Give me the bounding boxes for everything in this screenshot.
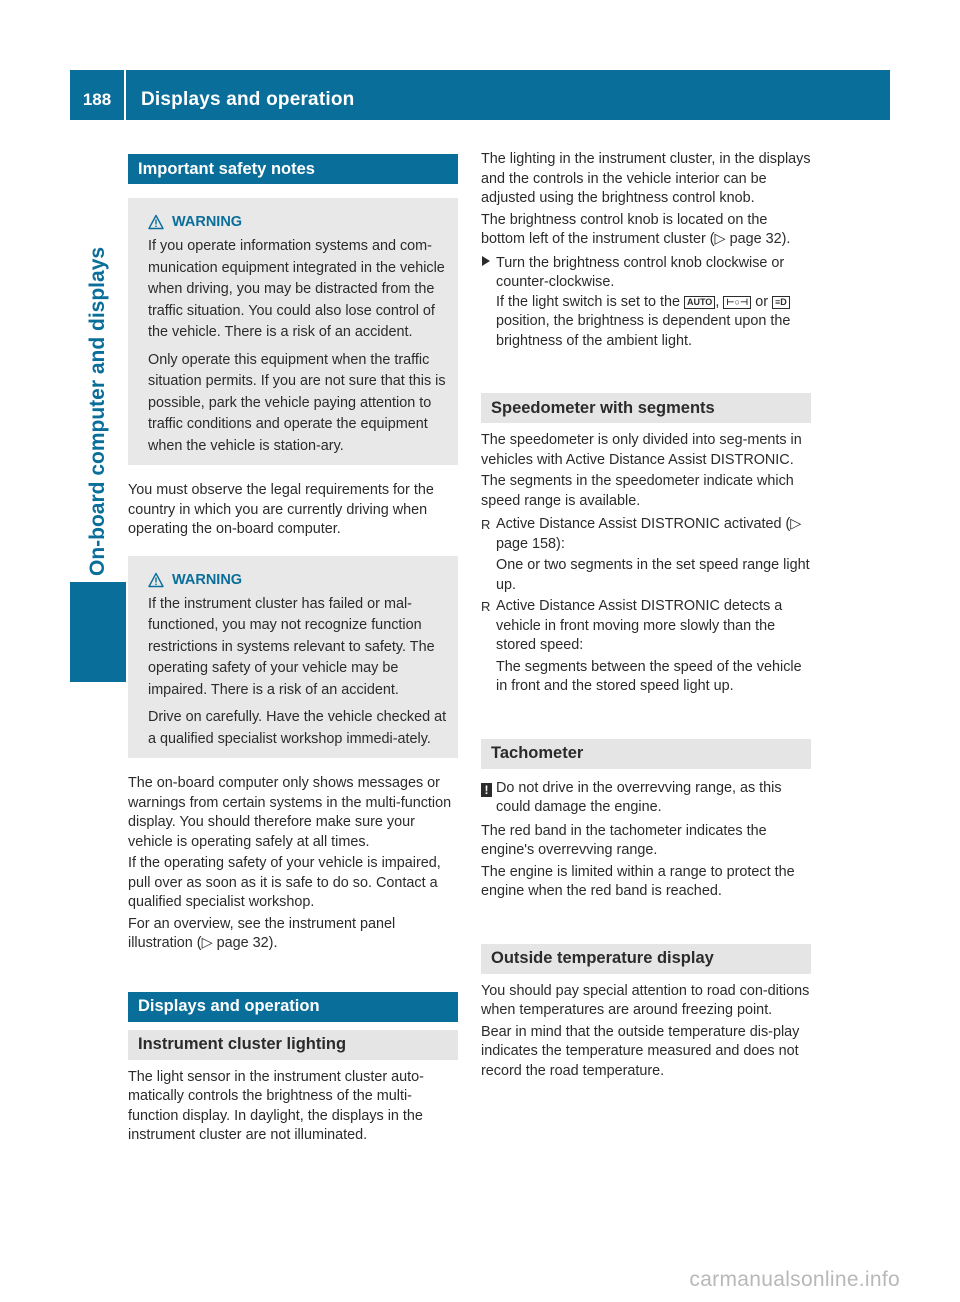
paragraph: Bear in mind that the outside temperature dis-play indicates the temperature measured and does not record the road temperature. bbox=[481, 1023, 800, 1079]
notice-icon: ! bbox=[481, 783, 492, 797]
arrow-right-icon bbox=[481, 254, 496, 352]
paragraph: If the operating safety of your vehicle is impaired, pull over as soon as it is safe to do so. Contact a qualified specialist workshop. bbox=[128, 855, 441, 910]
list-item: R Active Distance Assist DISTRONIC activated (▷ page 158): One or two segments in the set speed range light up. bbox=[481, 515, 811, 595]
warning-title: WARNING bbox=[148, 214, 448, 230]
auto-light-icon: AUTO bbox=[684, 296, 715, 309]
paragraph: The speedometer is only divided into seg-ments in vehicles with Active Distance Assist DISTRONIC. bbox=[481, 432, 802, 468]
bullet-icon: R bbox=[481, 517, 491, 532]
section-heading-safety: Important safety notes bbox=[128, 154, 458, 184]
section-heading-temperature: Outside temperature display bbox=[481, 944, 811, 974]
watermark: carmanualsonline.info bbox=[689, 1268, 900, 1291]
low-beam-icon: ≡D bbox=[772, 296, 790, 309]
paragraph: The engine is limited within a range to protect the engine when the red band is reached. bbox=[481, 863, 795, 899]
warning-text: If the instrument cluster has failed or mal-functioned, you may not recognize function restrictions in systems relevant to safety. The operating safety of your vehicle may be impaired. There is a risk of an accident. bbox=[148, 595, 435, 698]
paragraph: You should pay special attention to road con-ditions when temperatures are around freezing point. bbox=[481, 982, 810, 1018]
section-heading-speedometer: Speedometer with segments bbox=[481, 393, 811, 423]
instruction-step bbox=[481, 254, 811, 352]
warning-triangle-icon bbox=[148, 214, 164, 230]
parking-light-icon: ⊢○⊣ bbox=[723, 296, 751, 309]
list-item: R Active Distance Assist DISTRONIC detects a vehicle in front moving more slowly than the stored speed: The segments between the speed of the vehicle in front and the stored speed light up. bbox=[481, 597, 811, 697]
page-number: 188 bbox=[70, 70, 126, 120]
warning-box-1 bbox=[128, 198, 458, 465]
paragraph: You must observe the legal requirements for the country in which you are currently driving when operating the on-board computer. bbox=[128, 482, 434, 537]
step-text: Turn the brightness control knob clockwise or counter-clockwise. bbox=[496, 254, 785, 290]
left-column bbox=[128, 150, 458, 1146]
side-tab-block bbox=[70, 582, 126, 682]
notice: ! Do not drive in the overrevving range, as this could damage the engine. bbox=[481, 779, 811, 818]
warning-triangle-icon bbox=[148, 572, 164, 588]
paragraph: The on-board computer only shows messages or warnings from certain systems in the multi-function display. You should therefore make sure your vehicle is operating safely at all times. bbox=[128, 775, 452, 850]
section-heading-lighting: Instrument cluster lighting bbox=[128, 1030, 458, 1060]
paragraph: The lighting in the instrument cluster, in the displays and the controls in the vehicle interior can be adjusted using the brightness control knob. bbox=[481, 151, 811, 206]
warning-text: Drive on carefully. Have the vehicle checked at a qualified specialist workshop immedi-ately. bbox=[148, 709, 447, 747]
paragraph: The light sensor in the instrument cluster auto-matically controls the brightness of the multi-function display. In daylight, the displays in the instrument cluster are not illuminated. bbox=[128, 1068, 424, 1143]
warning-title: WARNING bbox=[148, 572, 448, 588]
warning-text: Only operate this equipment when the traffic situation permits. If you are not sure that this is possible, park the vehicle paying attention to traffic conditions and operate the equipment when the vehicle is station-ary. bbox=[148, 351, 446, 454]
section-heading-displays: Displays and operation bbox=[128, 992, 458, 1022]
paragraph: The red band in the tachometer indicates the engine's overrevving range. bbox=[481, 822, 767, 858]
step-text: If the light switch is set to the AUTO , ⊢○⊣ or ≡D position, the brightness is dependent upon the brightness of the ambient light. bbox=[496, 293, 791, 349]
warning-box-2 bbox=[128, 556, 458, 759]
bullet-icon: R bbox=[481, 599, 491, 614]
section-heading-tachometer: Tachometer bbox=[481, 739, 811, 769]
paragraph: The brightness control knob is located on the bottom left of the instrument cluster (▷ page 32). bbox=[481, 211, 791, 247]
right-column bbox=[481, 150, 811, 1081]
paragraph: For an overview, see the instrument panel illustration (▷ page 32). bbox=[128, 915, 396, 951]
side-tab-label: On-board computer and displays bbox=[86, 246, 109, 576]
page-title: Displays and operation bbox=[141, 89, 355, 110]
paragraph: The segments in the speedometer indicate which speed range is available. bbox=[481, 473, 794, 509]
warning-text: If you operate information systems and com-munication equipment integrated in the vehicle when driving, you may be distracted from the traffic situation. You could also lose control of the vehicle. There is a risk of an accident. bbox=[148, 238, 445, 340]
